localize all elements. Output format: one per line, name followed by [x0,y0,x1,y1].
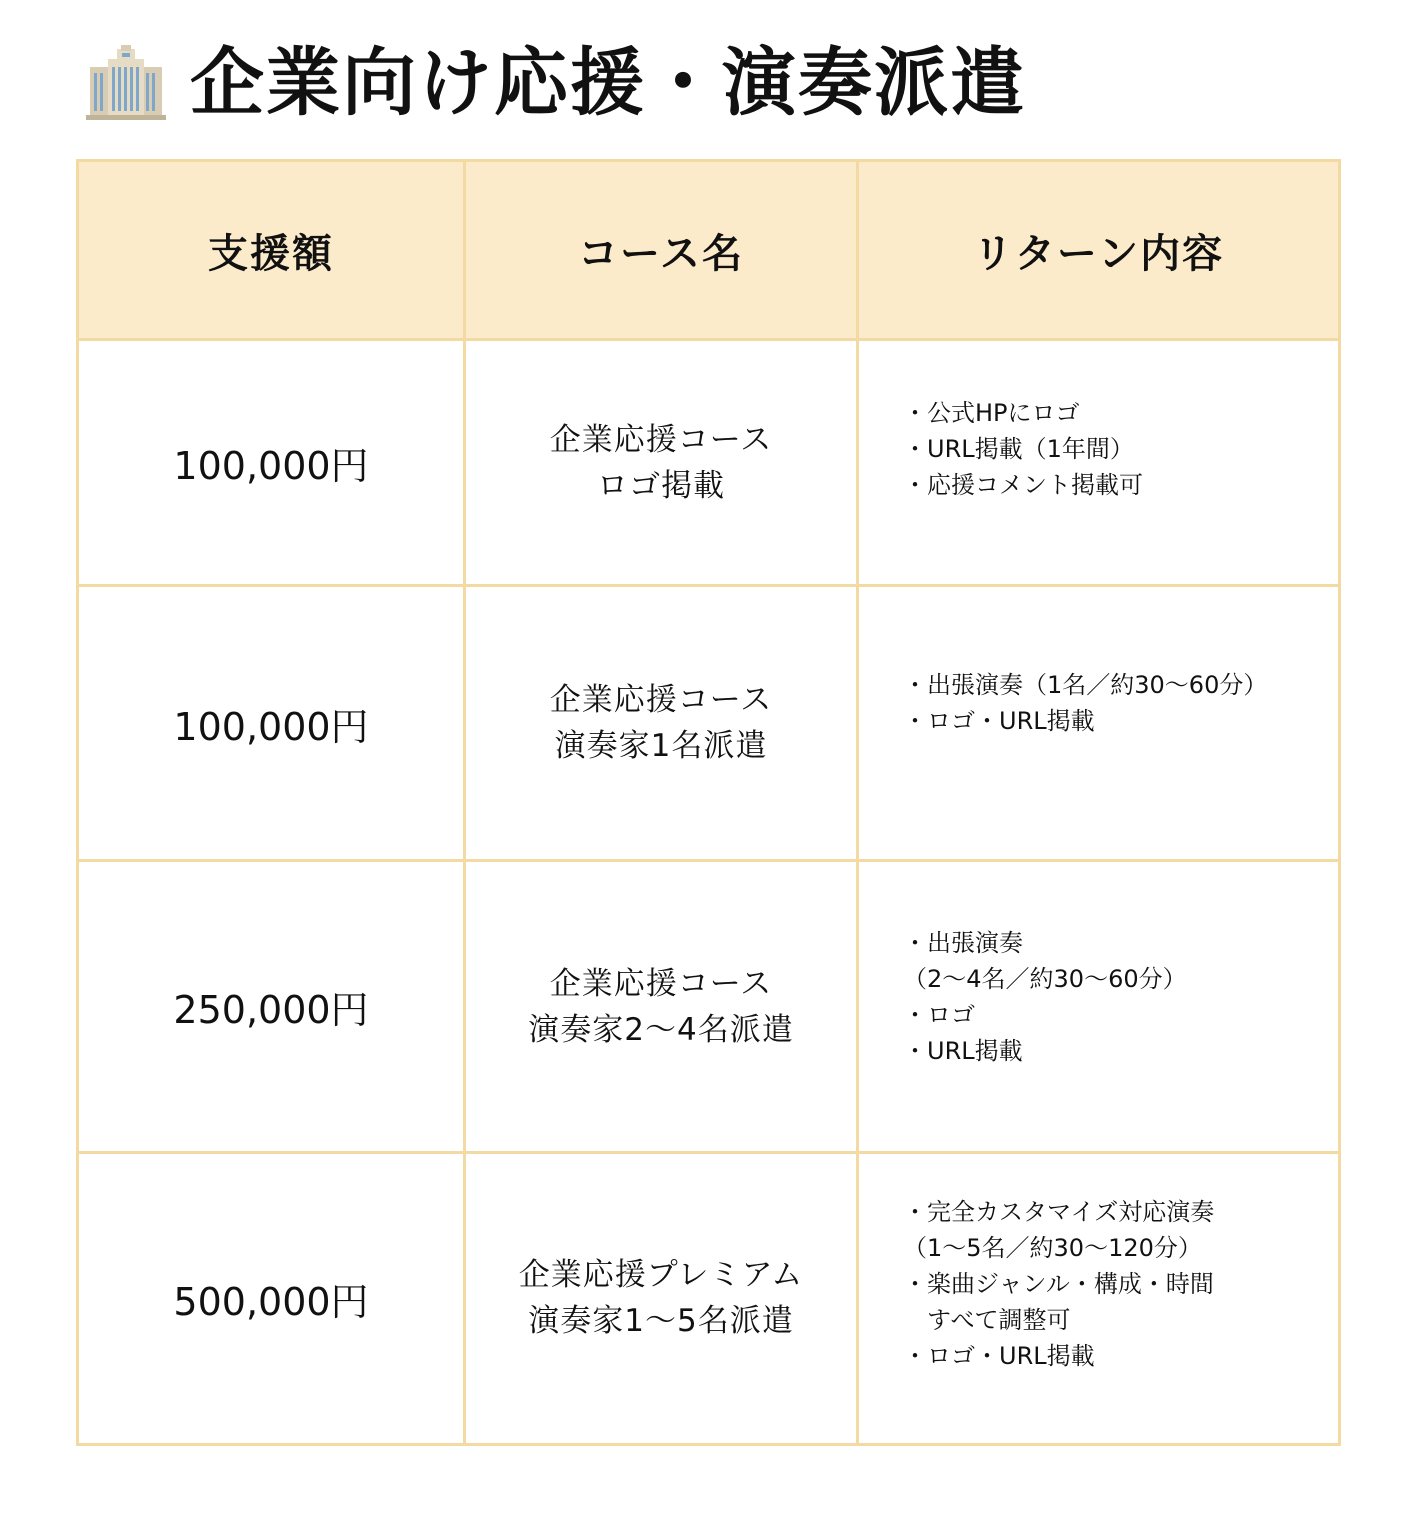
returns-item: ・ロゴ・URL掲載 [903,707,1095,736]
table-row [78,861,1340,1152]
amount-cell: 100,000円 [78,340,465,586]
returns-item: ・ロゴ・URL掲載 [903,1342,1095,1371]
returns-item: ・応援コメント掲載可 [903,470,1143,499]
page-title: 企業向け応援・演奏派遣 [190,40,1026,126]
amount-cell: 250,000円 [78,861,465,1152]
course-name-line: 企業応援コース [549,421,773,458]
course-cell [465,586,858,861]
returns-list [903,925,1318,1069]
page-header [84,38,1026,128]
returns-item: （1〜5名／約30〜120分） [903,1234,1202,1263]
course-cell [465,861,858,1152]
returns-item: ・出張演奏（1名／約30〜60分） [903,671,1268,700]
course-name-line: ロゴ掲載 [597,467,725,504]
support-table [76,159,1341,1446]
course-name-line: 企業応援プレミアム [518,1257,804,1294]
returns-item: ・ロゴ [903,1000,975,1029]
returns-item: ・出張演奏 [903,928,1023,957]
returns-item: ・URL掲載（1年間） [903,434,1134,463]
support-table-container [76,159,1338,1446]
returns-list [903,395,1318,503]
returns-item: ・URL掲載 [903,1036,1023,1065]
header-course-name: コース名 [465,161,858,340]
returns-list [903,1194,1318,1374]
header-returns: リターン内容 [858,161,1340,340]
returns-cell [858,1152,1340,1444]
amount-cell: 100,000円 [78,586,465,861]
course-name-line: 演奏家1〜5名派遣 [528,1303,794,1340]
returns-item: ・公式HPにロゴ [903,398,1080,427]
header-amount: 支援額 [78,161,465,340]
returns-list [903,667,1318,739]
table-row [78,1152,1340,1444]
returns-item: ・楽曲ジャンル・構成・時間 [903,1270,1214,1299]
returns-item: ・完全カスタマイズ対応演奏 [903,1198,1215,1227]
table-row [78,340,1340,586]
course-cell [465,1152,858,1444]
table-row [78,586,1340,861]
returns-cell [858,586,1340,861]
office-building-icon [84,41,168,125]
table-header-row [78,161,1340,340]
course-name-line: 企業応援コース [549,682,773,719]
returns-cell [858,340,1340,586]
returns-item: （2〜4名／約30〜60分） [903,964,1187,993]
amount-cell: 500,000円 [78,1152,465,1444]
returns-item: すべて調整可 [903,1306,1071,1335]
course-name-line: 演奏家1名派遣 [554,728,768,765]
course-cell [465,340,858,586]
course-name-line: 企業応援コース [549,965,773,1002]
course-name-line: 演奏家2〜4名派遣 [528,1011,794,1048]
returns-cell [858,861,1340,1152]
